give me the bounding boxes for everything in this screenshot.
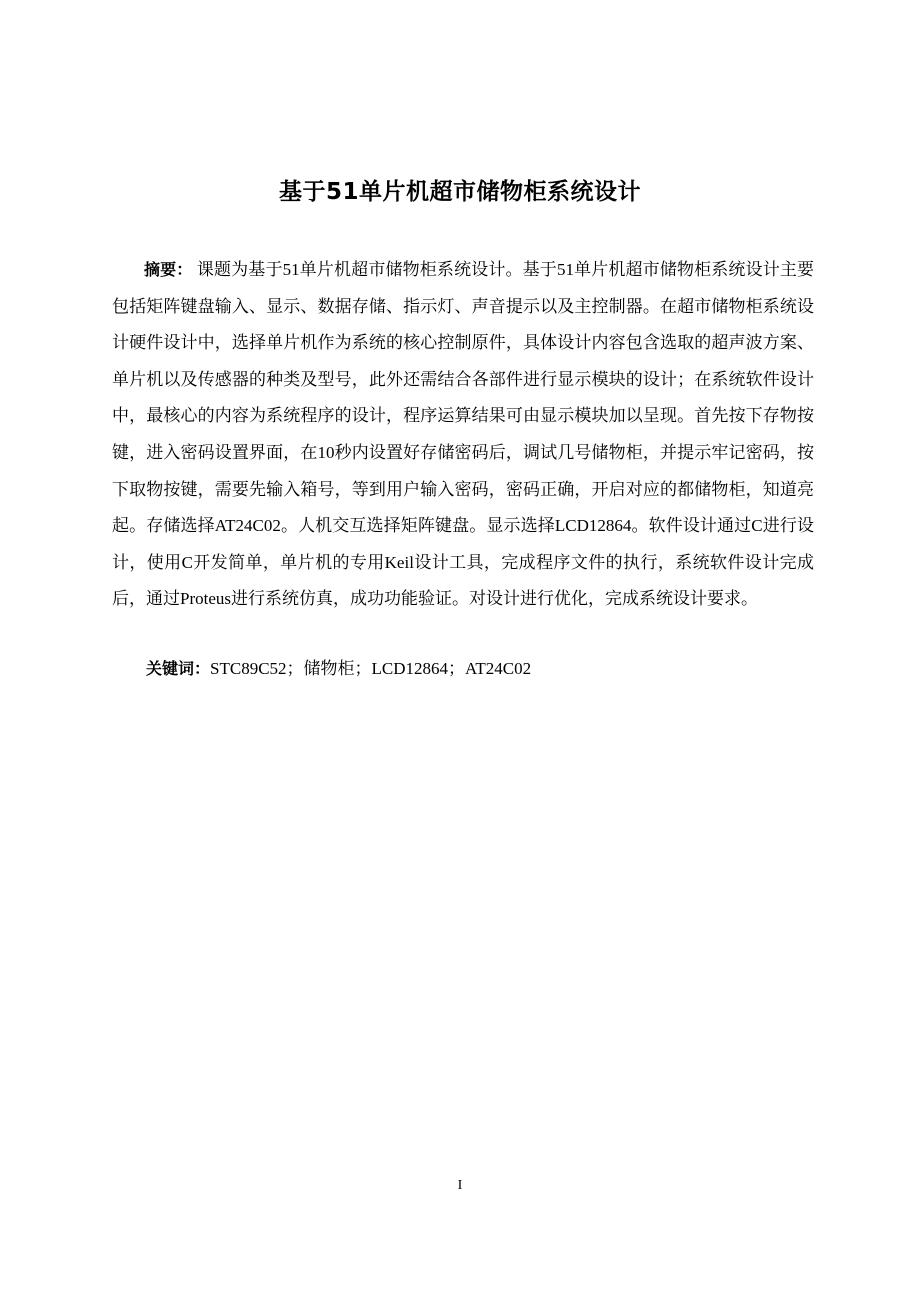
keywords-text: STC89C52；储物柜；LCD12864；AT24C02 (210, 659, 532, 678)
keywords-label: 关键词： (146, 659, 211, 678)
abstract-paragraph (112, 252, 814, 618)
keywords-line (146, 651, 814, 687)
abstract-text: 课题为基于51单片机超市储物柜系统设计。基于51单片机超市储物柜系统设计主要包括矩阵键盘输入、显示、数据存储、指示灯、声音提示以及主控制器。在超市储物柜系统设计硬件设计中，选择单片机作为系统的核心控制原件，具体设计内容包含选取的超声波方案、单片机以及传感器的种类及型号，此外还需结合各部件进行显示模块的设计；在系统软件设计中，最核心的内容为系统程序的设计，程序运算结果可由显示模块加以呈现。首先按下存物按键，进入密码设置界面，在10秒内设置好存储密码后，调试几号储物柜，并提示牢记密码，按下取物按键，需要先输入箱号，等到用户输入密码，密码正确，开启对应的都储物柜，知道亮起。存储选择AT24C02。人机交互选择矩阵键盘。显示选择LCD12864。软件设计通过C进行设计，使用C开发简单，单片机的专用Keil设计工具，完成程序文件的执行，系统软件设计完成后，通过Proteus进行系统仿真，成功功能验证。对设计进行优化，完成系统设计要求。 (112, 260, 815, 609)
abstract-label: 摘要： (144, 260, 193, 279)
page-number: I (457, 1178, 463, 1193)
page-title: 基于51单片机超市储物柜系统设计 (278, 179, 641, 205)
